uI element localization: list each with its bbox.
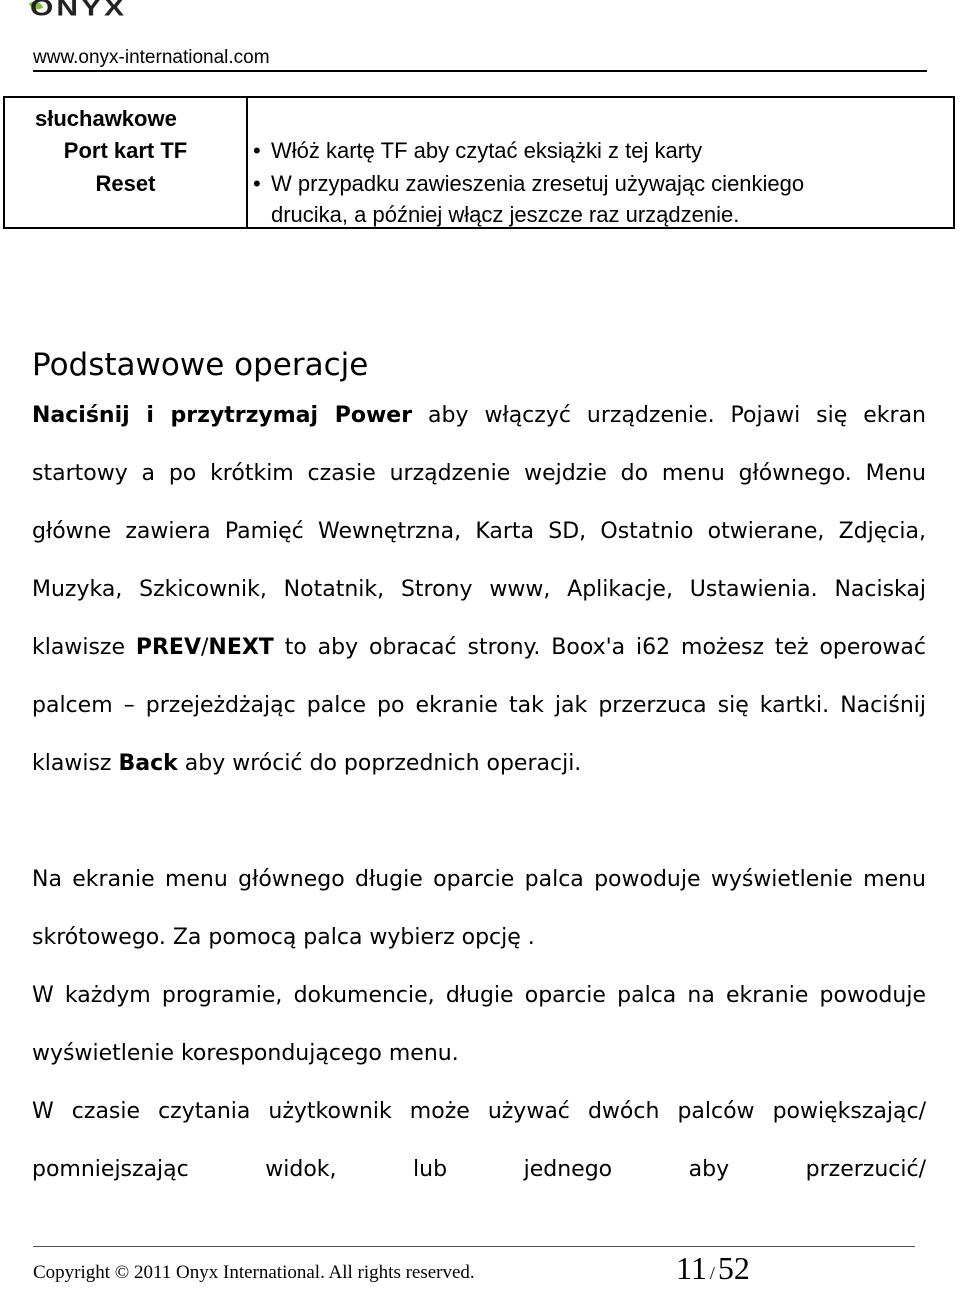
- bold-prev: PREV: [135, 635, 201, 660]
- copyright: Copyright © 2011 Onyx International. All rights reserved.: [33, 1262, 475, 1283]
- footer-divider: [33, 1246, 915, 1247]
- paragraph-context-menu: W każdym programie, dokumencie, długie oparcie palca na ekranie powoduje wyświetlenie korespondującego menu.: [32, 983, 926, 1066]
- row-key: Reset: [95, 171, 156, 196]
- bold-next: NEXT: [208, 635, 274, 660]
- spec-table: [3, 96, 955, 229]
- site-url: www.onyx-international.com: [33, 47, 270, 68]
- paragraph-two-fingers: W czasie czytania użytkownik może używać dwóch palców powiększając/ pomniejszając widok, lub jednego aby przerzucić/: [32, 1099, 926, 1182]
- bold-back: Back: [118, 751, 178, 776]
- row-value: • Włóż kartę TF aby czytać eksiążki z tej karty: [253, 135, 943, 166]
- header-divider: [33, 70, 927, 72]
- page-total: 52: [717, 1250, 750, 1286]
- section-title: Podstawowe operacje: [32, 347, 369, 383]
- paragraph-shortcut-menu: Na ekranie menu głównego długie oparcie palca powoduje wyświetlenie menu skrótowego. Za pomocą palca wybierz opcję .: [32, 867, 926, 950]
- row-key: słuchawkowe: [35, 106, 177, 131]
- bold-power: Naciśnij i przytrzymaj Power: [32, 403, 413, 428]
- paragraph-power-on: Naciśnij i przytrzymaj Power aby włączyć urządzenie. Pojawi się ekran startowy a po krótkim czasie urządzenie wejdzie do menu głównego. Menu główne zawiera Pamięć Wewnętrzna, Karta SD, Ostatnio otwierane, Zdjęcia, Muzyka, Szkicownik, Notatnik, Strony www, Aplikacje, Ustawienia. Naciskaj klawisze PREV/NEXT to aby obracać strony. Boox'a i62 możesz też operować palcem – przejeżdżając palce po ekranie tak jak przerzuca się kartki. Naciśnij klawisz Back aby wrócić do poprzednich operacji.: [32, 403, 926, 776]
- bullet-icon: •: [253, 171, 261, 196]
- column-divider: [246, 98, 248, 227]
- row-value: • W przypadku zawieszenia zresetuj używając cienkiego drucika, a później włącz jeszcze raz urządzenie.: [253, 168, 943, 230]
- page-current: 11: [676, 1250, 707, 1286]
- logo-text: ONYX: [30, 0, 128, 22]
- bullet-icon: •: [253, 138, 261, 163]
- onyx-logo: [30, 0, 127, 26]
- row-key: Port kart TF: [63, 138, 188, 163]
- page-separator: /: [709, 1263, 715, 1283]
